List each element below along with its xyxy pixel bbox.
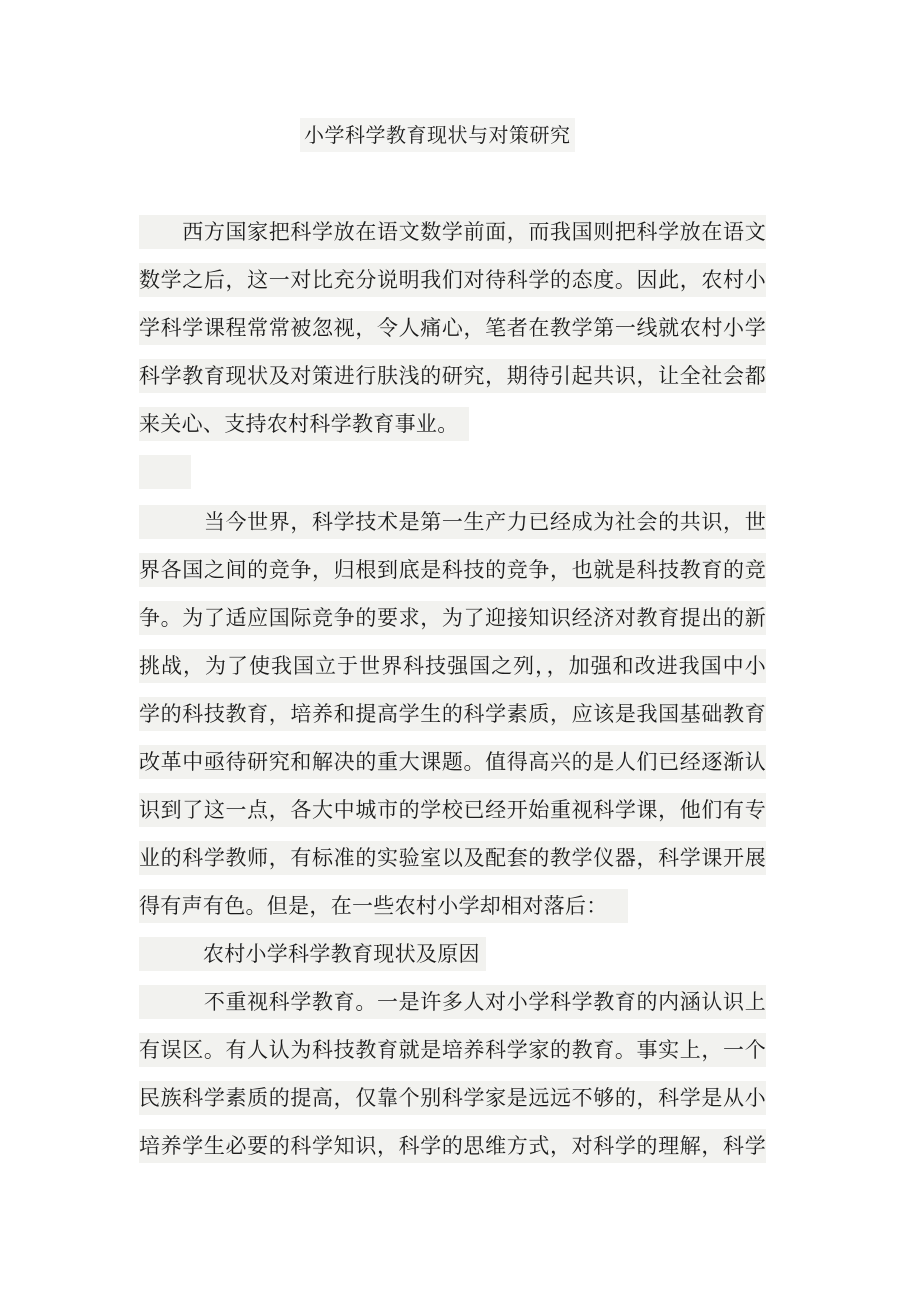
text-line: 民族科学素质的提高，仅靠个别科学家是远远不够的，科学是从小: [139, 1081, 766, 1115]
text-line: 来关心、支持农村科学教育事业。: [139, 407, 469, 441]
text-line: 争。为了适应国际竞争的要求，为了迎接知识经济对教育提出的新: [139, 601, 766, 635]
text-line: 界各国之间的竞争，归根到底是科技的竞争，也就是科技教育的竞: [139, 553, 766, 587]
blank-line: [139, 455, 191, 489]
document-title: 小学科学教育现状与对策研究: [300, 118, 575, 152]
text-line: 学科学课程常常被忽视，令人痛心，笔者在教学第一线就农村小学: [139, 311, 766, 345]
section-heading: 农村小学科学教育现状及原因: [139, 937, 486, 971]
text-line: 识到了这一点，各大中城市的学校已经开始重视科学课，他们有专: [139, 793, 766, 827]
text-line: 改革中亟待研究和解决的重大课题。值得高兴的是人们已经逐渐认: [139, 745, 766, 779]
text-line: 数学之后，这一对比充分说明我们对待科学的态度。因此，农村小: [139, 263, 766, 297]
text-line: 科学教育现状及对策进行肤浅的研究，期待引起共识，让全社会都: [139, 359, 766, 393]
text-line: 不重视科学教育。一是许多人对小学科学教育的内涵认识上: [139, 985, 766, 1019]
text-line: 西方国家把科学放在语文数学前面，而我国则把科学放在语文: [139, 215, 766, 249]
text-line: 业的科学教师，有标准的实验室以及配套的教学仪器，科学课开展: [139, 841, 766, 875]
text-line: 学的科技教育，培养和提高学生的科学素质，应该是我国基础教育: [139, 697, 766, 731]
text-line: 得有声有色。但是，在一些农村小学却相对落后：: [139, 889, 628, 923]
text-line: 培养学生必要的科学知识，科学的思维方式，对科学的理解，科学: [139, 1129, 766, 1163]
text-line: 当今世界，科学技术是第一生产力已经成为社会的共识，世: [139, 505, 766, 539]
text-line: 有误区。有人认为科技教育就是培养科学家的教育。事实上，一个: [139, 1033, 766, 1067]
text-line: 挑战，为了使我国立于世界科技强国之列，，加强和改进我国中小: [139, 649, 766, 683]
